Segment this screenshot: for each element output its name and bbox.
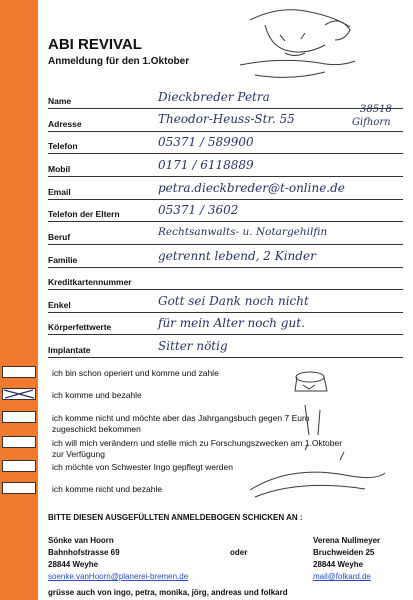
field-label-enkel: Enkel — [48, 300, 71, 310]
option-label-5: ich möchte von Schwester Ingo gepflegt werden — [52, 462, 233, 472]
field-label-implantate: Implantate — [48, 345, 91, 355]
orange-sidebar — [0, 0, 38, 600]
field-value-mobil: 0171 / 6118889 — [158, 158, 254, 172]
field-value-adresse: Theodor-Heuss-Str. 55 — [158, 112, 295, 126]
field-label-name: Name — [48, 96, 72, 106]
send-instruction: BITTE DIESEN AUSGEFÜLLTEN ANMELDEBOGEN SCHICKEN AN : — [48, 513, 303, 522]
option-checkbox-1[interactable] — [2, 366, 36, 378]
option-label-2: ich komme und bezahle — [52, 390, 142, 400]
field-label-koerperfett: Körperfettwerte — [48, 322, 112, 332]
option-checkbox-6[interactable] — [2, 482, 36, 494]
field-value-telefon-eltern: 05371 / 3602 — [158, 203, 239, 217]
option-checkbox-4[interactable] — [2, 436, 36, 448]
contact-left-name: Sönke van Hoorn — [48, 536, 114, 545]
field-value-familie: getrennt lebend, 2 Kinder — [158, 249, 316, 263]
contact-right-email-link[interactable]: mail@folkard.de — [313, 572, 371, 581]
field-value-enkel: Gott sei Dank noch nicht — [158, 294, 309, 308]
field-line — [48, 221, 403, 222]
or-label: oder — [230, 548, 248, 557]
option-label-6: ich komme nicht und bezahle — [52, 484, 163, 494]
doodle-figure-icon — [245, 365, 395, 505]
field-line — [48, 176, 403, 177]
field-line — [48, 199, 403, 200]
field-line — [48, 108, 403, 109]
option-label-4: ich will mich verändern und stelle mich zu Forschungszwecken am 1.Oktober zur Verfügung — [52, 438, 343, 459]
field-value-beruf: Rechtsanwalts- u. Notargehilfin — [158, 226, 328, 238]
field-line — [48, 153, 403, 154]
field-value-email: petra.dieckbreder@t-online.de — [158, 181, 345, 195]
field-line — [48, 357, 403, 358]
option-label-3: ich komme nicht und möchte aber das Jahrgangsbuch gegen 7 Euro zugeschickt bekommen — [52, 413, 310, 434]
footer-greeting: grüsse auch von ingo, petra, monika, jörg, andreas und folkard — [48, 588, 288, 597]
field-line — [48, 267, 403, 268]
field-value-implantate: Sitter nötig — [158, 339, 228, 353]
contact-left-city: 28844 Weyhe — [48, 560, 99, 569]
option-label-1: ich bin schon operiert und komme und zahle — [52, 368, 219, 378]
contact-right-city: 28844 Weyhe — [313, 560, 364, 569]
field-line — [48, 312, 403, 313]
option-checkbox-5[interactable] — [2, 460, 36, 472]
field-label-email: Email — [48, 187, 71, 197]
option-checkbox-3[interactable] — [2, 411, 36, 423]
contact-left-email-link[interactable]: soenke.vanHoorn@planerei-bremen.de — [48, 572, 189, 581]
field-value-name: Dieckbreder Petra — [158, 90, 270, 104]
field-value-koerperfett: für mein Alter noch gut. — [158, 316, 305, 330]
page-subtitle: Anmeldung für den 1.Oktober — [48, 56, 190, 67]
contact-left-street: Bahnhofstrasse 69 — [48, 548, 120, 557]
contact-right-name: Verena Nullmeyer — [313, 536, 381, 545]
field-line — [48, 334, 403, 335]
address-city: Gifhorn — [352, 117, 391, 128]
address-plz: 38518 — [360, 104, 392, 115]
field-label-telefon-eltern: Telefon der Eltern — [48, 209, 120, 219]
field-label-familie: Familie — [48, 255, 78, 265]
field-label-mobil: Mobil — [48, 164, 71, 174]
field-line — [48, 131, 403, 132]
field-label-adresse: Adresse — [48, 119, 82, 129]
check-cross-icon — [2, 388, 36, 400]
page-title: ABI REVIVAL — [48, 36, 142, 53]
field-label-kreditkarte: Kreditkartennummer — [48, 277, 132, 287]
field-line — [48, 289, 403, 290]
field-label-beruf: Beruf — [48, 232, 71, 242]
contact-right-street: Bruchweiden 25 — [313, 548, 375, 557]
option-checkbox-2[interactable] — [2, 388, 36, 400]
field-line — [48, 244, 403, 245]
doodle-face-icon — [225, 5, 375, 90]
field-value-telefon: 05371 / 589900 — [158, 135, 254, 149]
field-label-telefon: Telefon — [48, 141, 78, 151]
